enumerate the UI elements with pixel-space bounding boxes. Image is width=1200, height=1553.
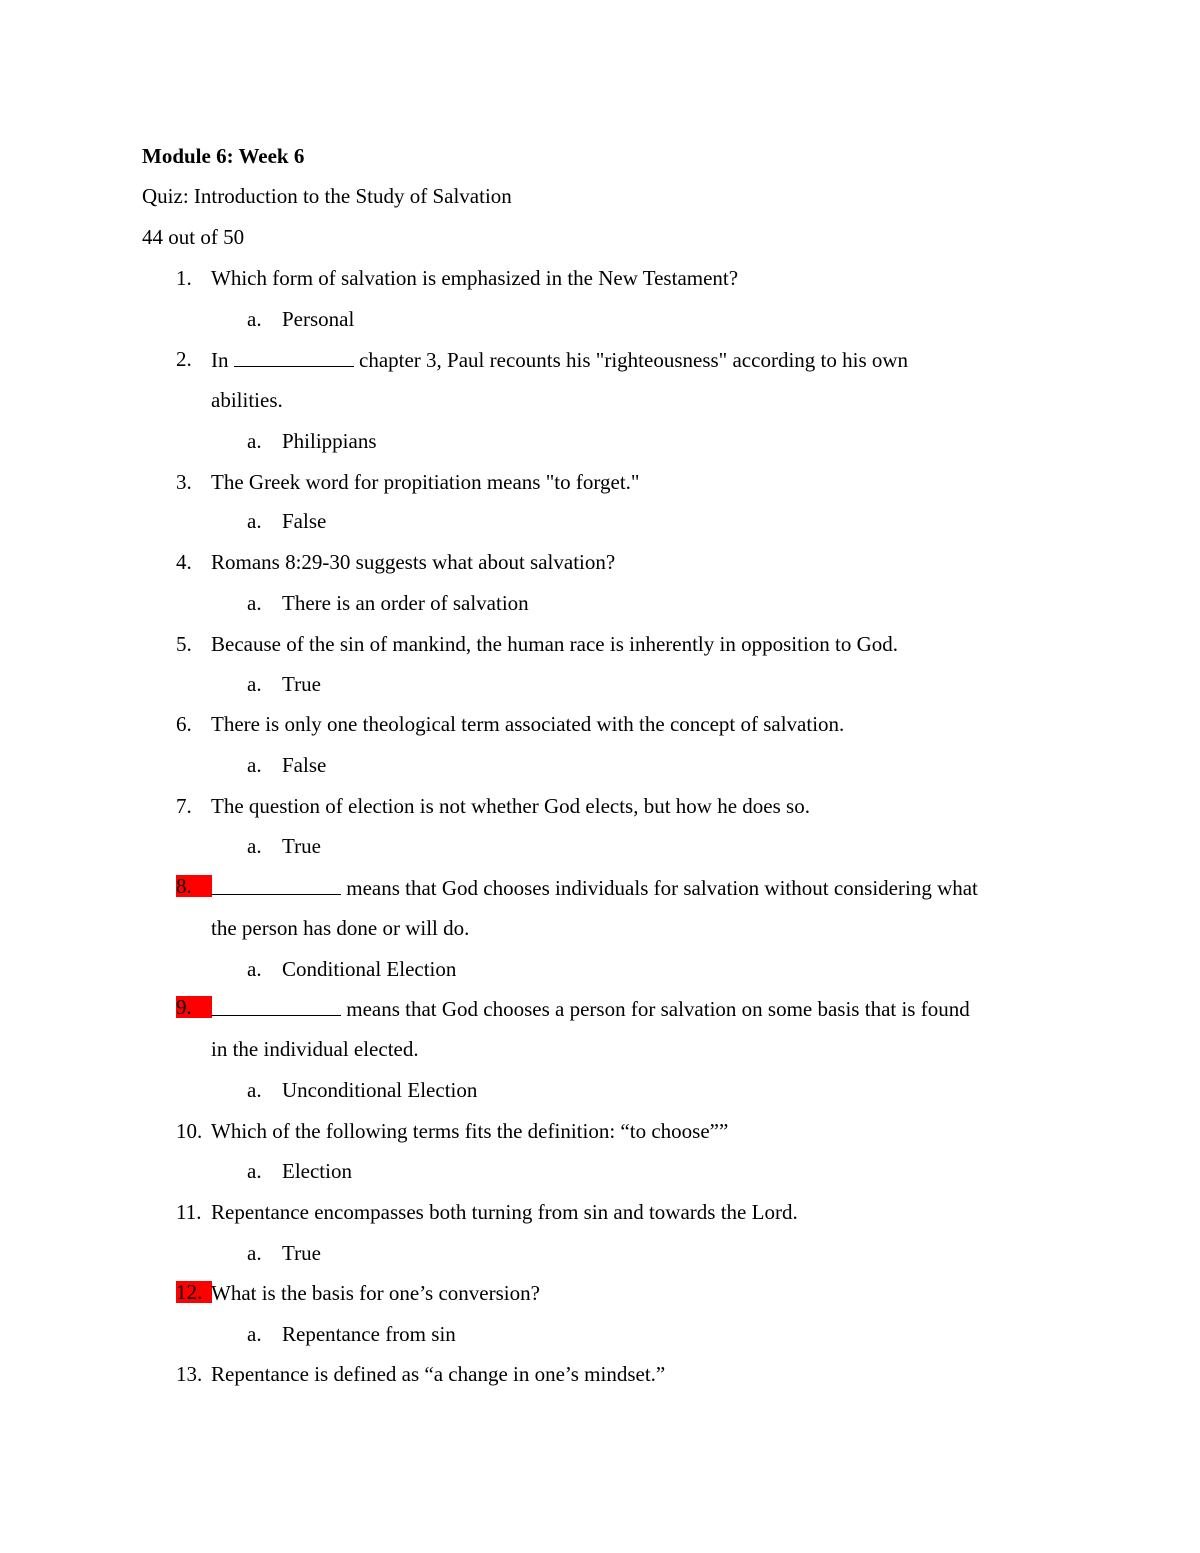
question-text: [211, 874, 978, 901]
answer-text: There is an order of salvation: [282, 591, 529, 615]
answer-letter: a.: [247, 753, 262, 777]
quiz-subtitle: Quiz: Introduction to the Study of Salvation: [142, 184, 512, 208]
question-number: 3.: [176, 470, 192, 494]
answer-letter: a.: [247, 1241, 262, 1265]
question-number: 5.: [176, 632, 192, 656]
answer-text: True: [282, 834, 321, 858]
answer-text: False: [282, 753, 327, 777]
fill-in-blank: [211, 995, 341, 1016]
question-number: 7.: [176, 794, 192, 818]
question-text: The question of election is not whether God elects, but how he does so.: [211, 794, 810, 818]
question-text: Romans 8:29-30 suggests what about salvation?: [211, 550, 616, 574]
answer-text: Repentance from sin: [282, 1322, 456, 1346]
question-number: 4.: [176, 550, 192, 574]
fill-in-blank: [234, 346, 354, 367]
question-number: 1.: [176, 266, 192, 290]
answer-letter: a.: [247, 672, 262, 696]
quiz-score: 44 out of 50: [142, 225, 245, 249]
question-text-post: means that God chooses a person for salvation on some basis that is found: [346, 997, 970, 1021]
question-number: 11.: [176, 1200, 202, 1224]
incorrect-question-number: 12.: [176, 1281, 212, 1303]
answer-text: False: [282, 509, 327, 533]
answer-text: True: [282, 672, 321, 696]
question-number: 13.: [176, 1362, 203, 1386]
question-text: Repentance is defined as “a change in one’s mindset.”: [211, 1362, 666, 1386]
question-number: 10.: [176, 1119, 203, 1143]
question-text: [211, 346, 908, 373]
answer-text: Election: [282, 1159, 352, 1183]
answer-letter: a.: [247, 307, 262, 331]
answer-letter: a.: [247, 1078, 262, 1102]
answer-letter: a.: [247, 591, 262, 615]
answer-letter: a.: [247, 1159, 262, 1183]
answer-text: Unconditional Election: [282, 1078, 478, 1102]
question-text: Because of the sin of mankind, the human race is inherently in opposition to God.: [211, 632, 899, 656]
answer-letter: a.: [247, 1322, 262, 1346]
question-number: 2.: [176, 347, 192, 371]
page-title: Module 6: Week 6: [142, 144, 305, 168]
answer-text: Personal: [282, 307, 355, 331]
question-text: The Greek word for propitiation means "to forget.": [211, 470, 640, 494]
question-text: [211, 995, 970, 1022]
answer-letter: a.: [247, 429, 262, 453]
question-text-continued: in the individual elected.: [211, 1037, 419, 1061]
question-text-post: chapter 3, Paul recounts his "righteousness" according to his own: [359, 348, 909, 372]
answer-text: Conditional Election: [282, 957, 457, 981]
question-text-continued: the person has done or will do.: [211, 916, 470, 940]
question-text-pre: In: [211, 348, 229, 372]
question-text: What is the basis for one’s conversion?: [211, 1281, 540, 1305]
question-text: Which of the following terms fits the definition: “to choose””: [211, 1119, 729, 1143]
incorrect-question-number: 8.: [176, 875, 212, 897]
answer-letter: a.: [247, 509, 262, 533]
question-number: 6.: [176, 712, 192, 736]
answer-text: True: [282, 1241, 321, 1265]
question-text: Which form of salvation is emphasized in the New Testament?: [211, 266, 739, 290]
question-text: Repentance encompasses both turning from sin and towards the Lord.: [211, 1200, 798, 1224]
answer-letter: a.: [247, 957, 262, 981]
fill-in-blank: [211, 874, 341, 895]
question-text: There is only one theological term associated with the concept of salvation.: [211, 712, 845, 736]
question-text-continued: abilities.: [211, 388, 283, 412]
incorrect-question-number: 9.: [176, 996, 212, 1018]
question-text-post: means that God chooses individuals for salvation without considering what: [346, 876, 978, 900]
answer-letter: a.: [247, 834, 262, 858]
answer-text: Philippians: [282, 429, 377, 453]
